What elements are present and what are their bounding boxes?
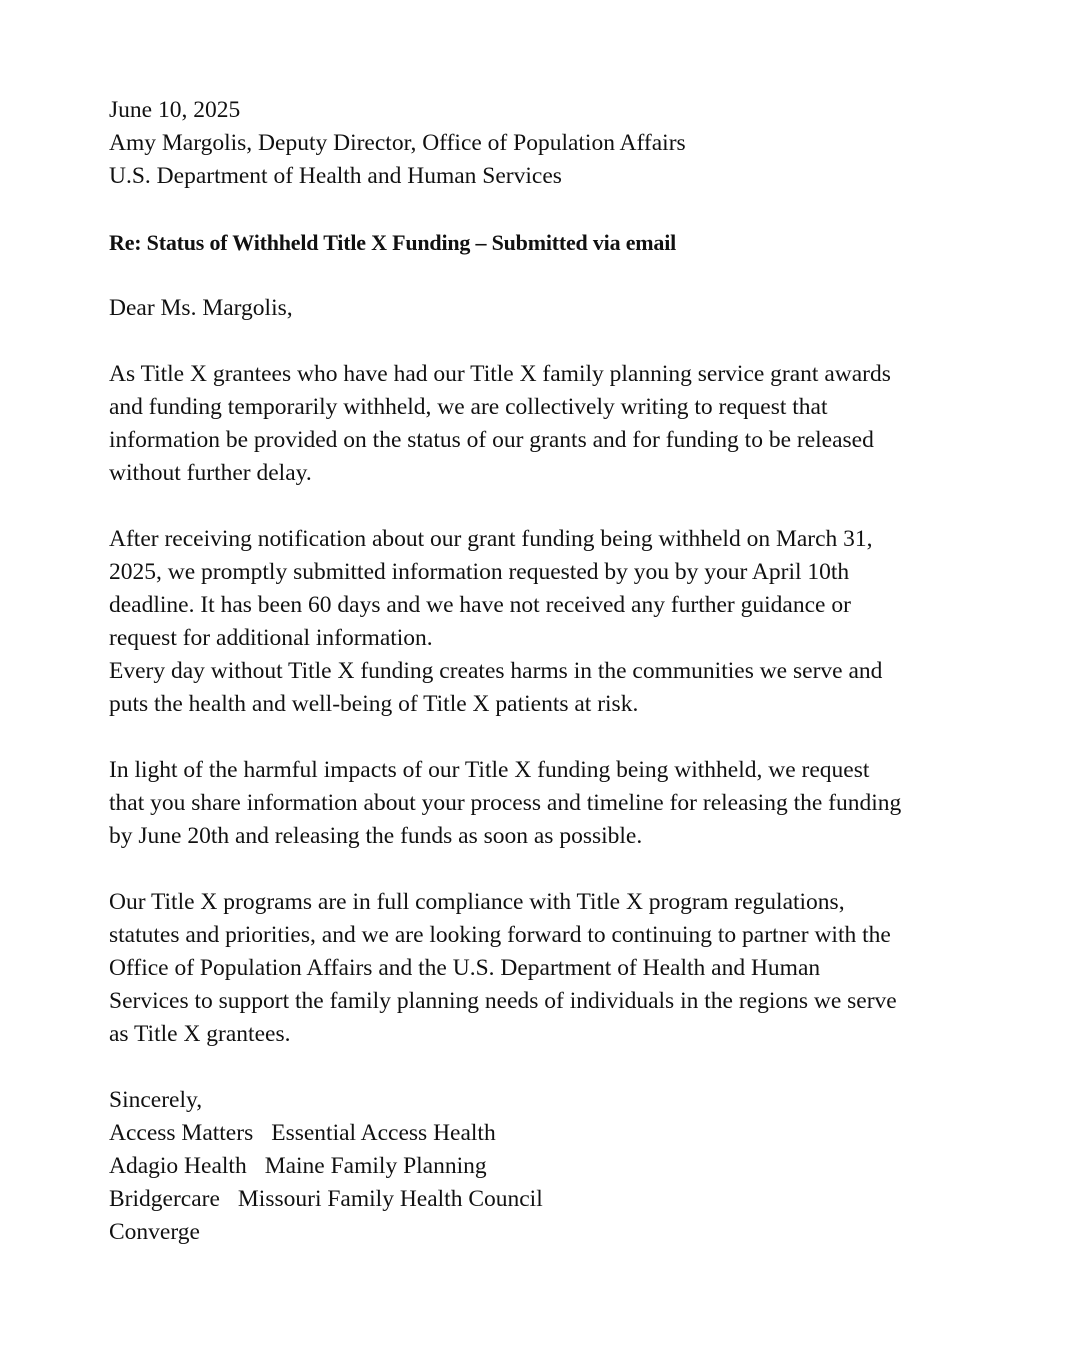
recipient-line: Amy Margolis, Deputy Director, Office of Population Affairs bbox=[109, 130, 686, 156]
letter-body bbox=[109, 94, 989, 1249]
letter-header bbox=[109, 94, 989, 193]
paragraph-line: After receiving notification about our grant funding being withheld on March 31, bbox=[109, 526, 873, 552]
signatory-name: Bridgercare bbox=[109, 1186, 220, 1212]
paragraph-line: as Title X grantees. bbox=[109, 1021, 291, 1047]
paragraph-line: request for additional information. bbox=[109, 625, 433, 651]
paragraph-line: deadline. It has been 60 days and we have not received any further guidance or bbox=[109, 592, 851, 618]
signatory-name: Adagio Health bbox=[109, 1153, 247, 1179]
paragraph-line: that you share information about your process and timeline for releasing the funding bbox=[109, 790, 902, 816]
paragraph-4 bbox=[109, 886, 989, 1051]
spacer bbox=[109, 193, 989, 226]
signatory-row bbox=[109, 1117, 989, 1150]
signatory-list bbox=[109, 1117, 989, 1249]
paragraph-line: 2025, we promptly submitted information requested by you by your April 10th bbox=[109, 559, 850, 585]
letter-date: June 10, 2025 bbox=[109, 97, 241, 123]
paragraph-line: In light of the harmful impacts of our Title X funding being withheld, we request bbox=[109, 757, 870, 783]
paragraph-3 bbox=[109, 754, 989, 853]
paragraph-line: by June 20th and releasing the funds as soon as possible. bbox=[109, 823, 643, 849]
signatory-name: Essential Access Health bbox=[271, 1120, 496, 1146]
letter-subject: Re: Status of Withheld Title X Funding – Submitted via email bbox=[109, 230, 677, 255]
spacer bbox=[109, 325, 989, 358]
paragraph-line: puts the health and well-being of Title X patients at risk. bbox=[109, 691, 639, 717]
paragraph-line: and funding temporarily withheld, we are collectively writing to request that bbox=[109, 394, 828, 420]
paragraph-line: information be provided on the status of our grants and for funding to be released bbox=[109, 427, 874, 453]
spacer bbox=[109, 490, 989, 523]
signatory-row bbox=[109, 1150, 989, 1183]
paragraph-line: As Title X grantees who have had our Title X family planning service grant awards bbox=[109, 361, 891, 387]
spacer bbox=[109, 1051, 989, 1084]
closing: Sincerely, bbox=[109, 1087, 203, 1113]
recipient-department: U.S. Department of Health and Human Services bbox=[109, 163, 562, 189]
signatory-name: Converge bbox=[109, 1219, 200, 1245]
signatory-name: Missouri Family Health Council bbox=[237, 1186, 543, 1212]
paragraph-line: statutes and priorities, and we are looking forward to continuing to partner with the bbox=[109, 922, 891, 948]
signatory-row bbox=[109, 1183, 989, 1216]
paragraph-2 bbox=[109, 523, 989, 721]
paragraph-line: Office of Population Affairs and the U.S. Department of Health and Human bbox=[109, 955, 821, 981]
signatory-name: Access Matters bbox=[109, 1120, 254, 1146]
paragraph-line: Services to support the family planning needs of individuals in the regions we serve bbox=[109, 988, 897, 1014]
paragraph-line: Our Title X programs are in full compliance with Title X program regulations, bbox=[109, 889, 845, 915]
paragraph-line: without further delay. bbox=[109, 460, 312, 486]
spacer bbox=[109, 259, 989, 292]
spacer bbox=[109, 853, 989, 886]
paragraph-1 bbox=[109, 358, 989, 490]
spacer bbox=[109, 721, 989, 754]
signatory-row bbox=[109, 1216, 989, 1249]
salutation: Dear Ms. Margolis, bbox=[109, 295, 293, 321]
paragraph-line: Every day without Title X funding creates harms in the communities we serve and bbox=[109, 658, 883, 684]
signatory-name: Maine Family Planning bbox=[264, 1153, 487, 1179]
